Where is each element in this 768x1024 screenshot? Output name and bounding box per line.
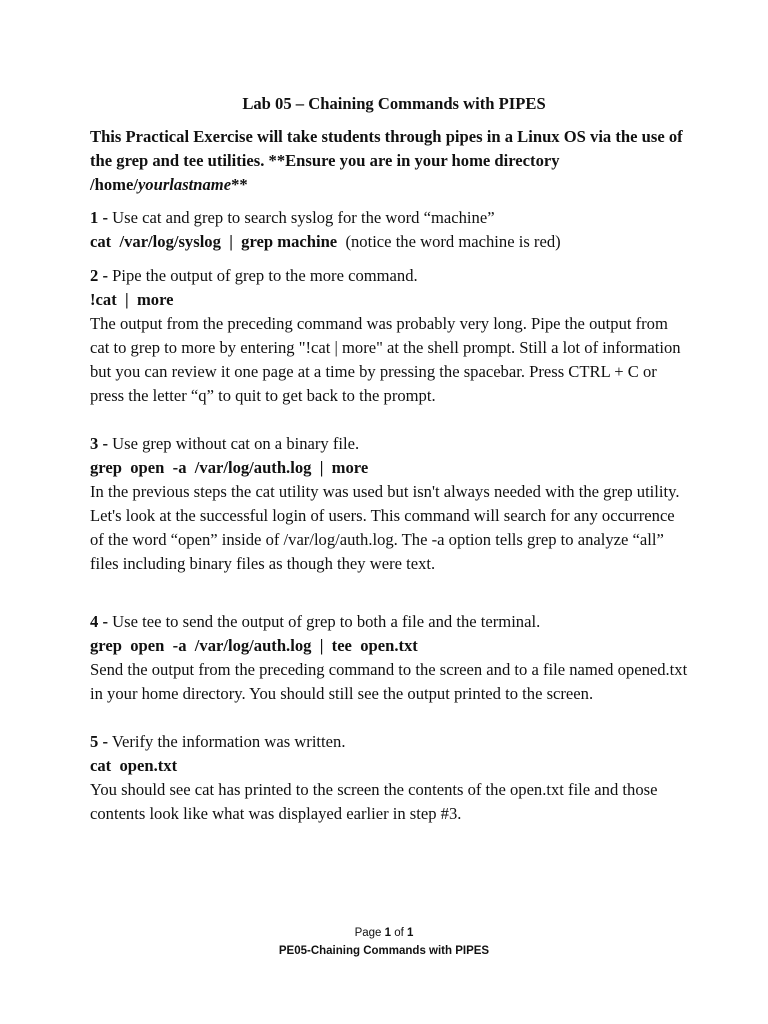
page-prefix: Page [354,927,385,939]
step-command: grep open -a /var/log/auth.log | tee open.txt [90,636,418,655]
step-3 [90,432,690,576]
step-heading-text: Use grep without cat on a binary file. [107,434,360,453]
step-description: The output from the preceding command was probably very long. Pipe the output from cat to grep to more by entering "!cat | more" at the shell prompt. Still a lot of information but you can review it one page at a time by pressing the spacebar. Press CTRL + C or press the letter “q” to quit to get back to the prompt. [90,314,681,405]
command-note: (notice the word machine is red) [337,232,561,251]
step-number: 2 - [90,266,108,285]
step-command [90,230,690,254]
intro-suffix: ** [231,175,248,194]
step-1 [90,206,690,254]
intro-text: This Practical Exercise will take students through pipes in a Linux OS via the use of the grep and tee utilities. **Ensure you are in your home directory /home/ [90,127,683,194]
step-number: 5 - [90,732,108,751]
step-command: !cat | more [90,290,174,309]
document-title: Lab 05 – Chaining Commands with PIPES [242,94,546,113]
footer-doc-name: PE05-Chaining Commands with PIPES [278,945,490,957]
step-command: cat open.txt [90,756,178,775]
step-heading [90,206,690,230]
page-number [0,924,768,942]
step-5 [90,730,690,826]
page-of: of [391,927,408,939]
page-total: 1 [407,927,414,939]
step-number: 1 - [90,208,108,227]
step-number: 3 - [90,434,108,453]
step-heading [90,730,690,754]
step-heading-text: Verify the information was written. [107,732,346,751]
intro-italic: yourlastname [137,175,232,194]
document-body [90,92,690,826]
step-number: 4 - [90,612,108,631]
step-4 [90,610,690,706]
step-heading [90,610,690,634]
step-description: You should see cat has printed to the screen the contents of the open.txt file and those contents look like what was displayed earlier in step #3. [90,780,658,823]
step-description: Send the output from the preceding command to the screen and to a file named opened.txt in your home directory. You should still see the output printed to the screen. [90,660,688,703]
step-heading-text: Use tee to send the output of grep to both a file and the terminal. [107,612,541,631]
step-2 [90,264,690,408]
intro-paragraph [90,125,690,197]
command-text: cat /var/log/syslog | grep machine [90,232,338,251]
step-heading-text: Pipe the output of grep to the more command. [107,266,418,285]
step-command: grep open -a /var/log/auth.log | more [90,458,369,477]
step-heading-text: Use cat and grep to search syslog for the word “machine” [107,208,495,227]
page-current: 1 [384,927,392,939]
step-description: In the previous steps the cat utility was used but isn't always needed with the grep utility. Let's look at the successful login of users. This command will search for any occurrence of the word “open” inside of /var/log/auth.log. The -a option tells grep to analyze “all” files including binary files as though they were text. [90,482,680,573]
step-heading [90,264,690,288]
step-heading [90,432,690,456]
